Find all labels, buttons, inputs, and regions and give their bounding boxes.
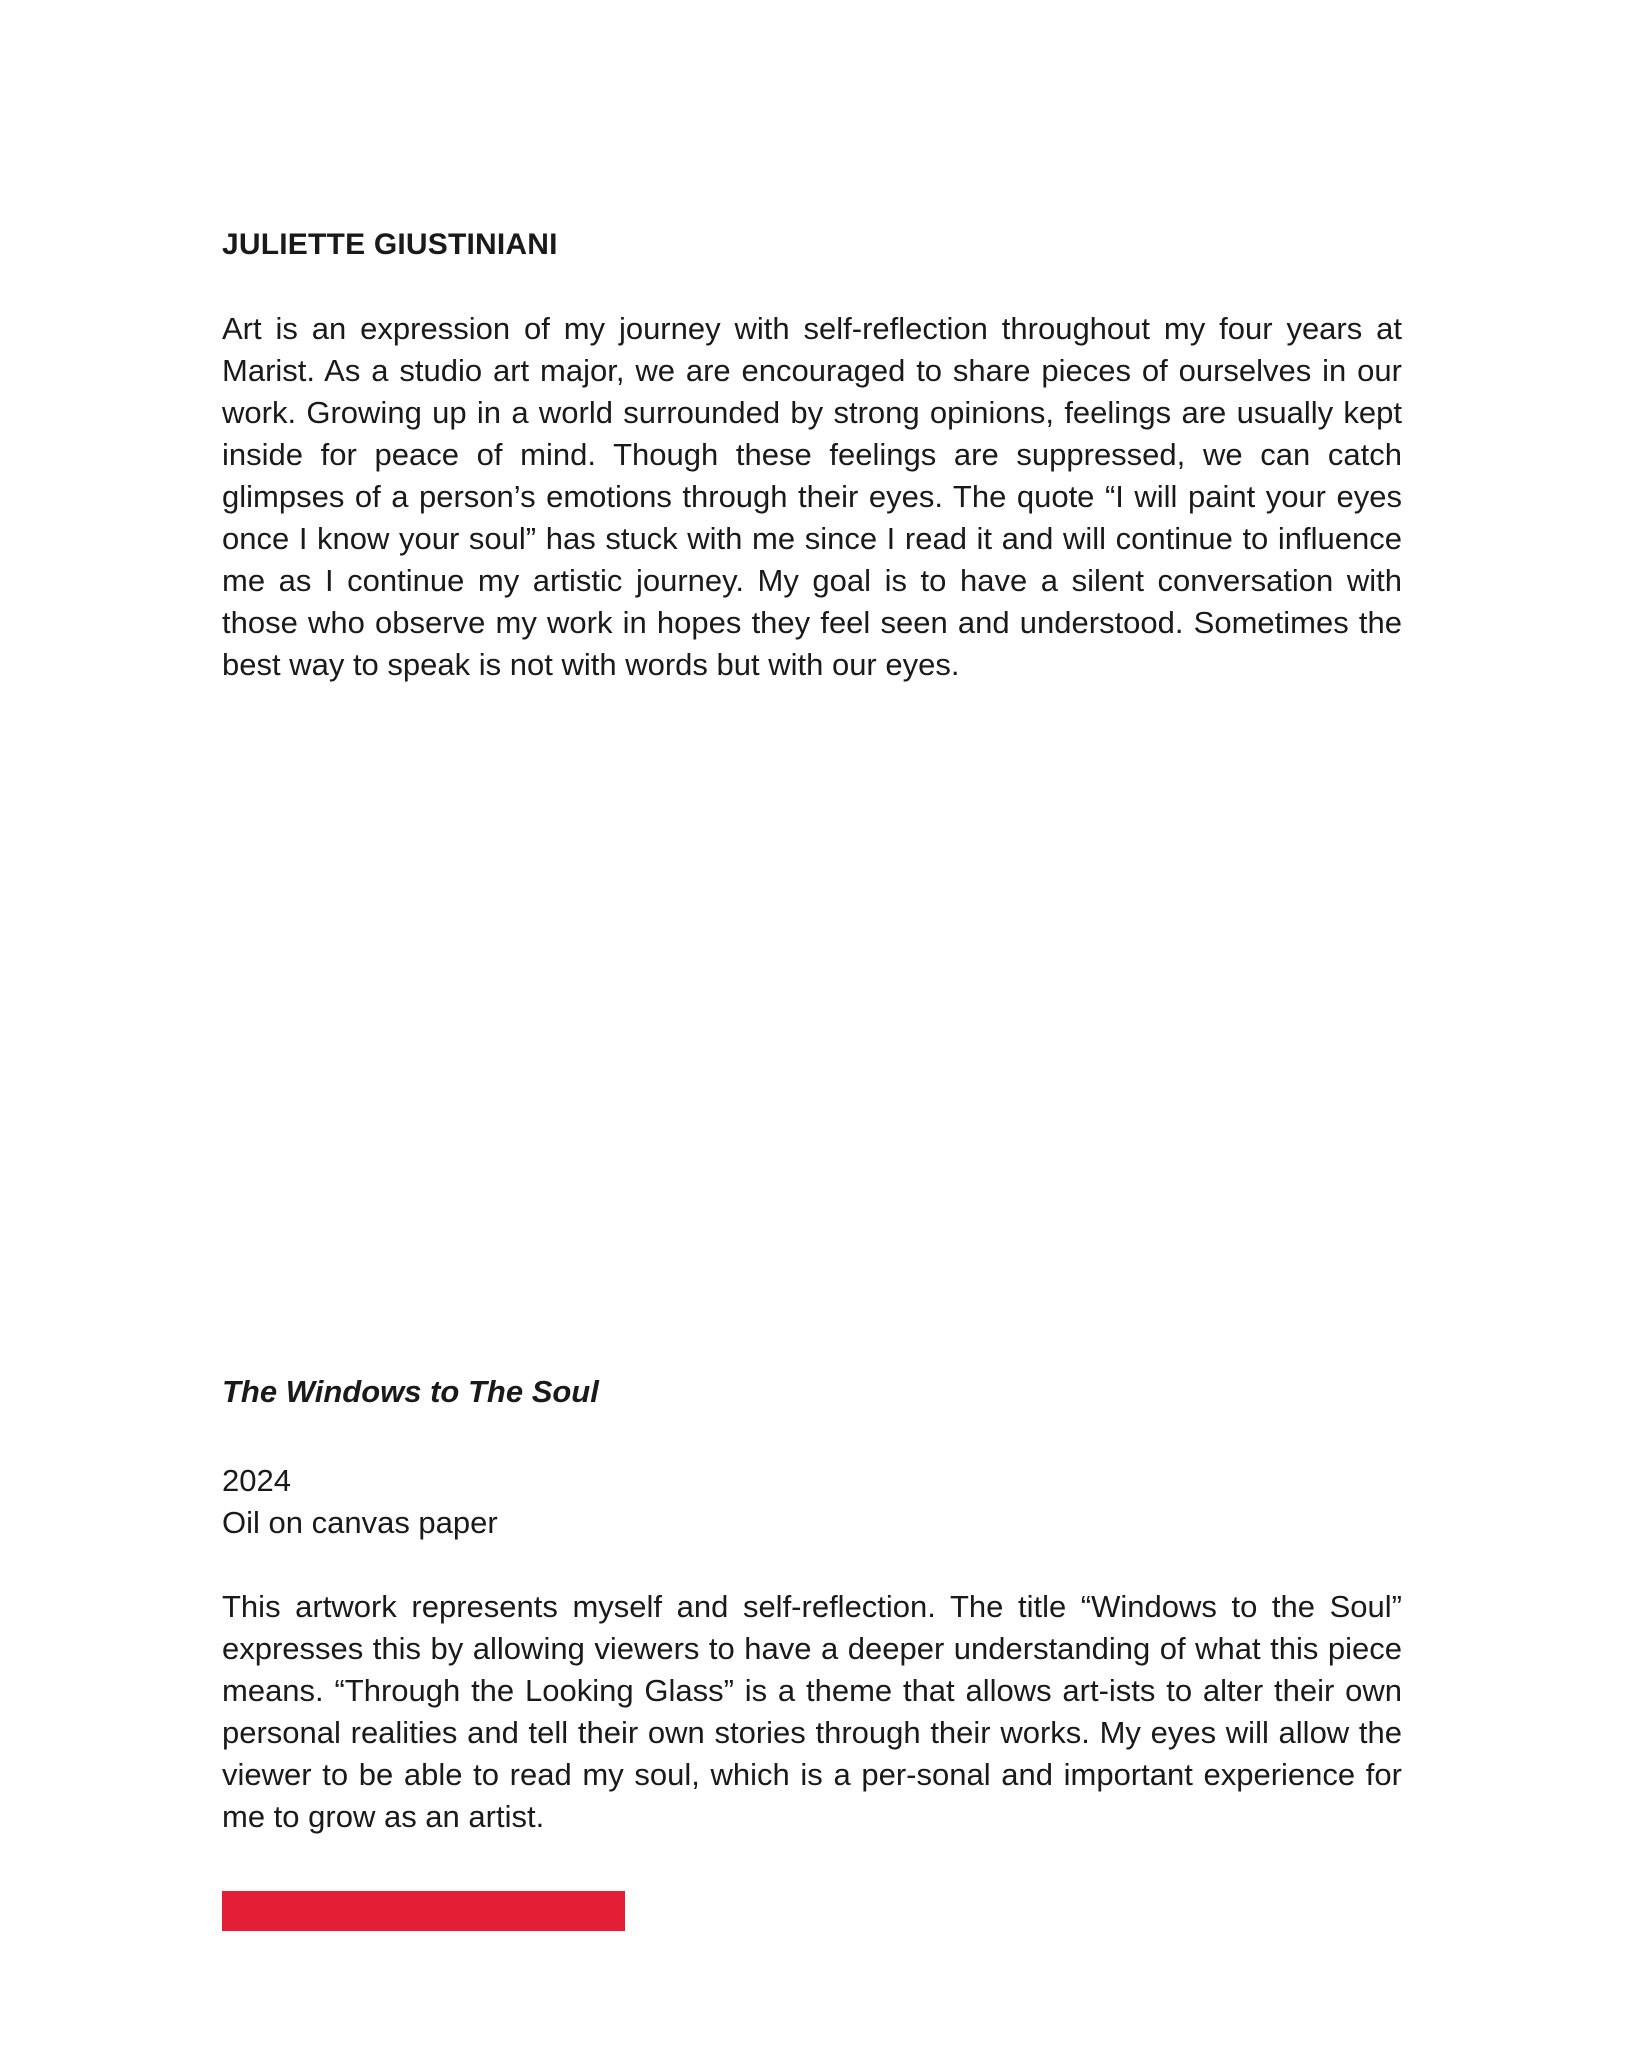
artist-statement-paragraph: Art is an expression of my journey with self-reflection throughout my four years at Marist. As a studio art major, we are encouraged to share pieces of ourselves in our work. Growing up in a world surrounded by strong opinions, feelings are usually kept inside for peace of mind. Though these feelings are suppressed, we can catch glimpses of a person’s emotions through their eyes. The quote “I will paint your eyes once I know your soul” has stuck with me since I read it and will continue to influence me as I continue my artistic journey. My goal is to have a silent conversation with those who observe my work in hopes they feel seen and understood. Sometimes the best way to speak is not with words but with our eyes. [222, 311, 1402, 682]
artwork-year: 2024 [222, 1463, 291, 1498]
artwork-description-paragraph: This artwork represents myself and self-reflection. The title “Windows to the Soul” expresses this by allowing viewers to have a deeper understanding of what this piece means. “Through the Looking Glass” is a theme that allows art-ists to alter their own personal realities and tell their own stories through their works. My eyes will allow the viewer to be able to read my soul, which is a per-sonal and important experience for me to grow as an artist. [222, 1589, 1402, 1834]
artwork-details [222, 1460, 1402, 1544]
accent-bar [222, 1891, 625, 1931]
artist-name-heading: JULIETTE GIUSTINIANI [222, 228, 558, 261]
artwork-title: The Windows to The Soul [222, 1374, 599, 1409]
artwork-medium: Oil on canvas paper [222, 1505, 498, 1540]
